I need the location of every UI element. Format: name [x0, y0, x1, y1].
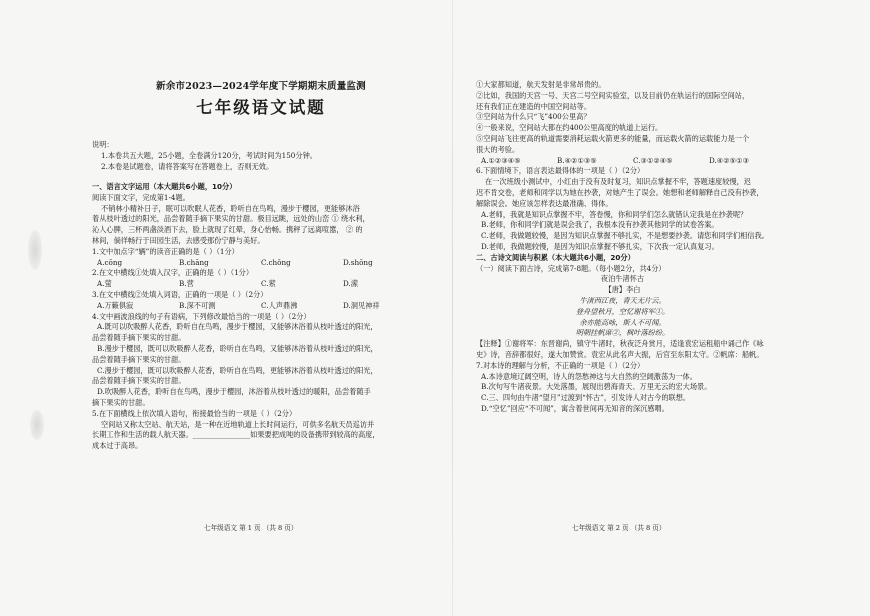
question-5-options: [476, 156, 769, 167]
option: B.漫步于樱园，既可以吹吸醉人花香，聆听自在鸟鸣，又能够沐浴着从枝叶透过的阳光，: [97, 343, 378, 353]
option-cont: 品尝着随手摘下果实的甘甜。: [92, 376, 186, 386]
note-line: 1.本卷共五大题，25小题，全卷满分120分，考试时间为150分钟。: [101, 150, 317, 160]
section-1: [92, 182, 413, 452]
passage-line: 长期工作和生活的载人航天器。________________如果要把成吨的设备携带到较高的高度，: [92, 430, 380, 440]
scenario-line: 迟不肯交卷，老师和同学以为她在抄袭，对她产生了误会。她想和老师解释自己没有抄袭，: [476, 187, 764, 197]
scan-mark: [28, 230, 42, 270]
page-2: [476, 0, 776, 616]
option: C.三、四句由牛渚“望月”过渡到“怀古”，引发诗人对古今的联想。: [481, 393, 691, 403]
option: D.shōng: [343, 257, 373, 267]
option: B.chāng: [179, 257, 209, 267]
page-footer: 七年级语文 第 2 页 （共 8 页）: [572, 524, 666, 532]
section-heading: 二、古诗文阅读与积累（本大题共6小题，20分）: [476, 252, 635, 262]
instructions: [92, 140, 317, 172]
exam-title: 七年级语文试题: [196, 98, 326, 117]
passage-intro: 阅读下面文字，完成第1-4题。: [92, 192, 190, 202]
option: C.萦: [261, 279, 276, 289]
question-5-sentences: [476, 80, 769, 415]
option: B.深不可测: [179, 300, 216, 310]
sentence: 很大的考验。: [476, 144, 520, 154]
question-2-stem: 2.在文中横线①处填入汉字，正确的是（ ）（1分）: [92, 268, 254, 278]
section-heading: 一、语言文字运用（本大题共6小题，10分）: [92, 182, 237, 191]
option: D.潆: [343, 279, 358, 289]
option: A.cōng: [97, 257, 123, 267]
option: C.chǒng: [261, 257, 291, 267]
option: D.老师，我做题较慢，是因为知识点掌握不够扎实，下次我一定认真复习。: [481, 241, 719, 251]
option: A.本诗意境辽阔空明，诗人的怨愁神这与大自然的空阔激荡为一体。: [481, 371, 697, 381]
option: C.漫步于樱园，既可以吹吸醉人花香，聆听自在鸟鸣，更能够沐浴着从枝叶透过的阳光，: [97, 365, 378, 375]
passage-line: 空间站又称太空站、航天站，是一种在近地轨道上长时间运行，可供多名航天员巡访并: [101, 419, 375, 429]
option: B.④②①③⑤: [557, 155, 597, 165]
option: D.洞见神祥: [343, 300, 380, 310]
scan-mark: [30, 410, 44, 440]
option: A.①②③④⑤: [481, 155, 521, 165]
option: B.营: [179, 279, 194, 289]
option: A.万籁俱寂: [97, 300, 134, 310]
sentence: ②比如，我国的天宫一号、天宫二号空间实验室，以及目前仍在轨运行的国际空间站，: [476, 90, 750, 100]
option: A.老师，我就是知识点掌握不牢，答卷慢，你和同学们怎么就错认定我是在抄袭呢？: [481, 209, 748, 219]
poem-author: 【唐】李白: [604, 285, 641, 295]
poem-title: 夜泊牛渚怀古: [600, 274, 645, 284]
question-6-stem: 6.下面情境下，语言表达最得体的一项是（ ）（2分）: [476, 166, 645, 176]
poem-line: 登舟望秋月，空忆谢将军①。: [575, 306, 670, 316]
annotation-line: 史》诗，音辞都很好，遂大加赞赏。袁宏从此名声大振，后官至东阳太守。②帆席：船帆。: [476, 349, 764, 359]
question-1-options: [92, 258, 413, 269]
option: D.“空忆”回应“不可闻”，寓含着世间再无知音的深沉感喟。: [481, 403, 669, 413]
sentence: ③空间站为什么只“飞”400公里高？: [476, 112, 591, 122]
option-cont: 品尝着随手摘下果实的甘甜。: [92, 333, 186, 343]
question-2-options: [92, 279, 413, 290]
page-footer: 七年级语文 第 1 页 （共 8 页）: [204, 524, 298, 532]
passage-line: 着从枝叶透过的阳光，品尝着随手摘下果实的甘甜。极目远眺，远处的山峦 ① 绕水利，: [92, 214, 370, 224]
option: B.老师，你和同学们就是误会我了，我根本没有抄袭其他同学的试卷答案。: [481, 220, 719, 230]
passage-line: 沁人心脾，三杯两盏淡酒下去，脸上就现了红晕，身心怡畅。携秤了远离喧嚣， ② 的: [92, 225, 363, 235]
passage-line: 不销林小精补日子，眠可以吹眠人花香，聆听自在鸟鸣，漫步于樱园，更能够沐浴: [101, 203, 360, 213]
annotation-line: 【注释】①谢将军：东晋谢尚，镇守牛渚时，秋夜泛舟赏月，适逢袁宏运租船中诵己作《咏: [476, 339, 764, 349]
question-5-stem: 5.在下面横线上依次填入语句，衔接最恰当的一项是（ ）（2分）: [92, 408, 297, 418]
question-3-stem: 3.在文中横线②处填入词语，正确的一项是（ ）（2分）: [92, 289, 268, 299]
option: D.④②⑤①③: [709, 155, 750, 165]
poem-line: 余亦能高咏，斯人不可闻。: [579, 317, 666, 327]
sentence: ①大家都知道，航天发射是非常昂贵的。: [476, 80, 606, 89]
option: A.既可以吹吸醉人花香，聆听自在鸟鸣，漫步于樱园，又能够沐浴着从枝叶透过的阳光，: [97, 322, 378, 332]
question-3-options: [92, 301, 413, 312]
sentence: ⑤空间站飞往更高的轨道需要消耗运载火箭更多的能量，而运载火箭的运载能力是一个: [476, 133, 750, 143]
passage-line: 成本过于高昂。: [92, 441, 143, 451]
note-line: 2.本卷是试题卷，请将答案写在答题卷上，否则无效。: [101, 161, 274, 171]
notes-label: 说明：: [92, 140, 114, 149]
scenario-line: 解除误会。她应该怎样表达最准确、得体。: [476, 198, 613, 208]
question-4-stem: 4.文中画波浪线的句子有语病，下列修改最恰当的一项是（ ）（2分）: [92, 311, 311, 321]
poem-line: 明朝挂帆席②，枫叶落纷纷。: [575, 328, 670, 338]
option-cont: 品尝着随手摘下果实的甘甜。: [92, 354, 186, 364]
subsection-heading: （一）阅读下面古诗，完成第7-8题。（每小题2分，共4分）: [476, 263, 666, 273]
option-cont: 摘下果实的甘甜。: [92, 397, 150, 407]
sentence: 还有我们正在建造的中国空间站等。: [476, 101, 592, 111]
sentence: ④一般来说，空间站大都在约400公里高度的轨道上运行。: [476, 123, 663, 133]
page-1: [92, 0, 430, 616]
option: A.萤: [97, 279, 112, 289]
page-fold: [452, 0, 453, 616]
poem-line: 牛渚西江夜，青天无片云。: [579, 295, 666, 305]
question-1-stem: 1.文中加点字“辆”的读音正确的是（ ）（1分）: [92, 246, 239, 256]
question-7-stem: 7.对本诗的理解与分析，不正确的一项是（ ）（2分）: [476, 360, 645, 370]
option: C.人声鼎沸: [261, 300, 298, 310]
passage-line: 林间，倘徉畅行于田园生活，去感受那份宁静与美好。: [92, 235, 265, 245]
option: D.吹吸醉人花香，聆听自在鸟鸣，漫步于樱园，沐浴着从枝叶透过的暖阳，品尝着随手: [97, 387, 371, 397]
exam-subtitle: 新余市2023—2024学年度下学期期末质量监测: [156, 81, 366, 92]
scenario-line: 在一次班级小测试中，小红由于没有及时复习，知识点掌握不牢，答题速度较慢，迟: [485, 177, 751, 187]
option: C.③①②④⑤: [633, 155, 673, 165]
option: C.老师，我做题较慢，是因为知识点掌握不够扎实，不是想要抄袭。请您和同学们相信我。: [481, 231, 769, 241]
option: B.次句写牛渚夜景。大处落墨，展现出碧海青天、万里无云的宏大场景。: [481, 382, 712, 392]
